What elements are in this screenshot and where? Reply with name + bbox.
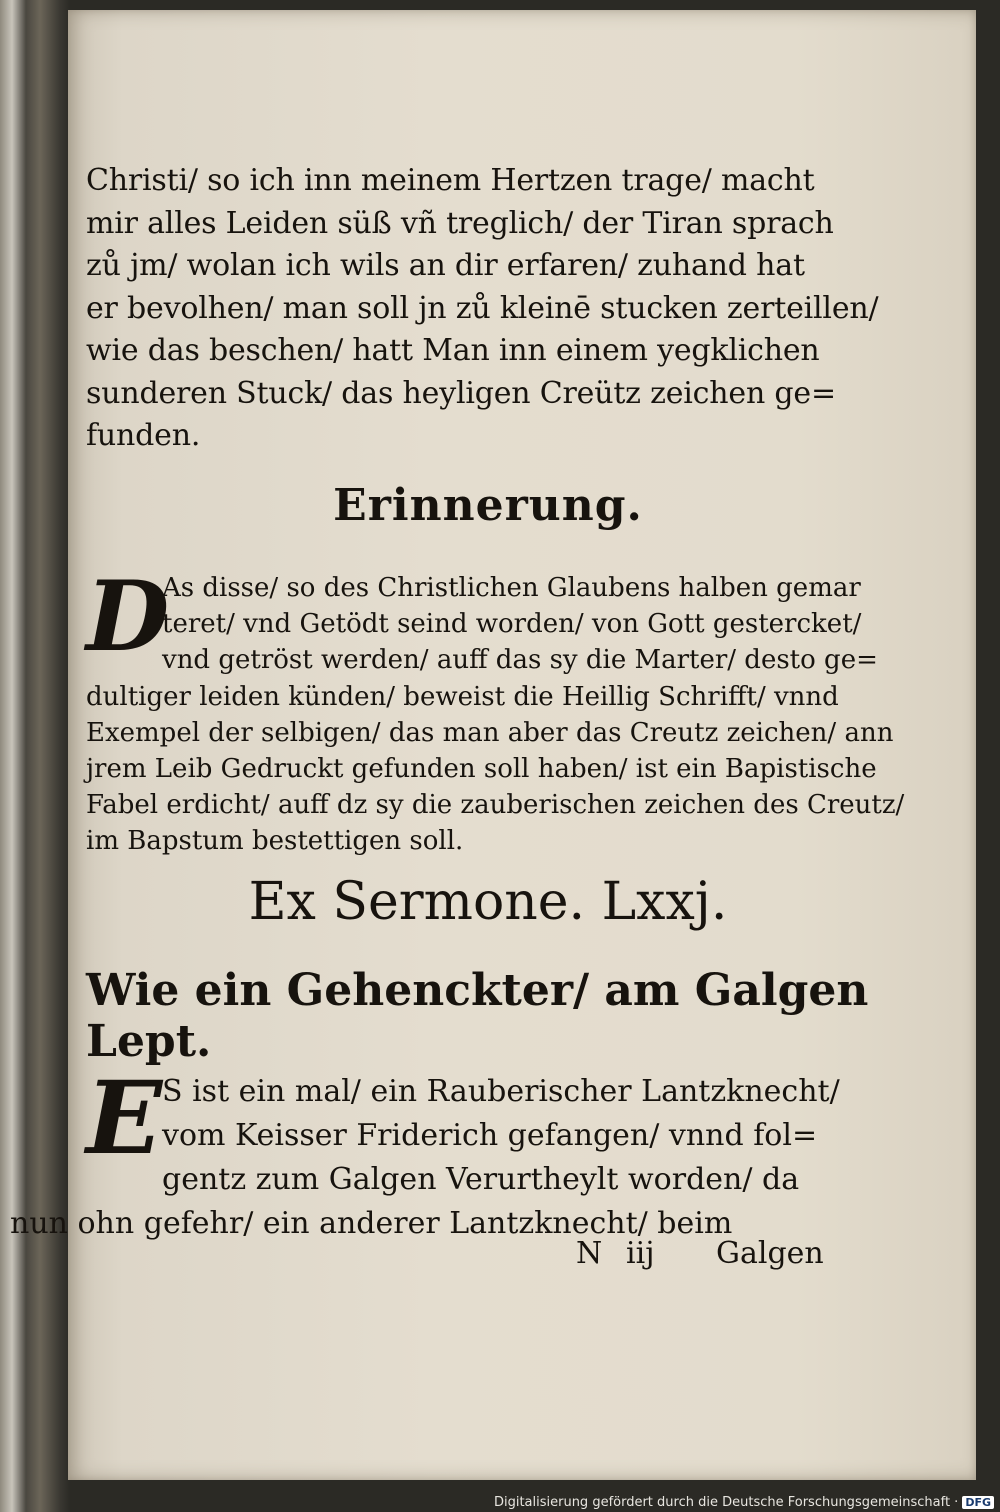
signature-number: iij: [626, 1236, 655, 1271]
dfg-logo: DFG: [962, 1496, 994, 1509]
text-line: Fabel erdicht/ auff dz sy die zauberischen zeichen des Creutz/: [86, 790, 905, 821]
text-line: mir alles Leiden süß vñ treglich/ der Tiran sprach: [86, 205, 834, 241]
section-heading-sermone: Ex Sermone. Lxxj.: [248, 872, 728, 932]
text-line: teret/ vnd Getödt seind worden/ von Gott gestercket/: [162, 609, 862, 640]
book-page: [10, 10, 976, 1480]
text-line: As disse/ so des Christlichen Glaubens halben gemar: [162, 573, 861, 603]
text-line: zů jm/ wolan ich wils an dir erfaren/ zuhand hat: [86, 248, 805, 283]
digitization-credit: [494, 1495, 994, 1510]
page-footer-marks: [86, 1236, 846, 1280]
text-line: im Bapstum bestettigen soll.: [86, 826, 464, 857]
text-line: S ist ein mal/ ein Rauberischer Lantzknecht/: [162, 1074, 840, 1109]
text-line: dultiger leiden künden/ beweist die Heillig Schrifft/ vnnd: [86, 681, 839, 712]
catchword: Galgen: [716, 1236, 824, 1271]
text-line: jrem Leib Gedruckt gefunden soll haben/ ist ein Bapistische: [86, 754, 877, 785]
text-line: vnd getröst werden/ auff das sy die Marter/ desto ge=: [162, 645, 878, 676]
paragraph-erinnerung: [86, 560, 905, 860]
text-line: gentz zum Galgen Verurtheylt worden/ da: [162, 1162, 800, 1197]
text-line: Christi/ so ich inn meinem Hertzen trage/ macht: [86, 163, 815, 198]
signature-mark: N: [576, 1236, 603, 1271]
text-line: nun ohn gefehr/ ein anderer Lantzknecht/ beim: [10, 1206, 733, 1241]
section-heading-erinnerung: Erinnerung.: [333, 480, 643, 531]
paragraph-top: [86, 160, 879, 458]
drop-cap: E: [86, 1059, 163, 1177]
text-line: vom Keisser Friderich gefangen/ vnnd fol=: [162, 1118, 818, 1153]
drop-cap: D: [86, 560, 170, 673]
text-line: er bevolhen/ man soll jn zů kleinē stucken zerteillen/: [86, 290, 879, 326]
text-line: Exempel der selbigen/ das man aber das Creutz zeichen/ ann: [86, 717, 894, 748]
text-line: funden.: [86, 418, 201, 453]
section-heading-gehenckter: Wie ein Gehenckter/ am Galgen Lept.: [86, 965, 869, 1067]
text-line: sunderen Stuck/ das heyligen Creütz zeichen ge=: [86, 375, 836, 411]
text-line: wie das beschen/ hatt Man inn einem yegklichen: [86, 333, 820, 368]
credit-text: Digitalisierung gefördert durch die Deutsche Forschungsgemeinschaft ·: [493, 1495, 959, 1510]
paragraph-lantzknecht: [10, 1059, 846, 1246]
